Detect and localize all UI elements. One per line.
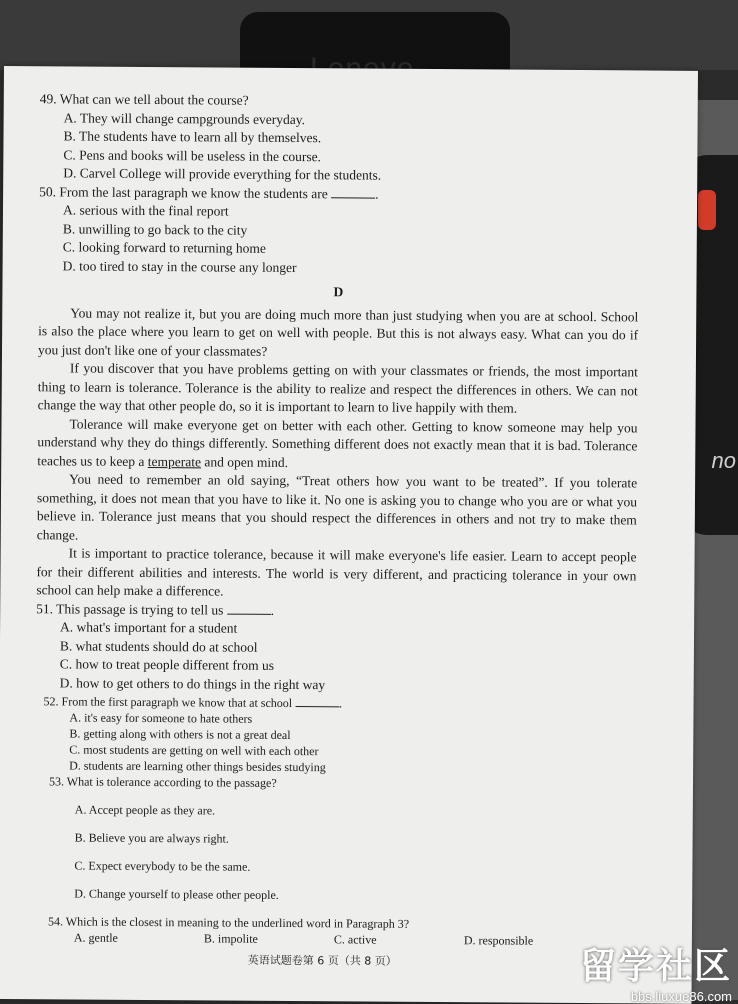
exam-paper bbox=[0, 66, 698, 1004]
background-side-text: no bbox=[711, 448, 736, 473]
option-a: A. gentle bbox=[73, 930, 118, 945]
option-c: C. Pens and books will be useless in the course. bbox=[63, 146, 322, 164]
underlined-word: temperate bbox=[147, 453, 202, 469]
answer-blank bbox=[227, 601, 271, 614]
mouse-scroll-wheel bbox=[698, 190, 716, 230]
option-a: A. it's easy for someone to hate others bbox=[69, 710, 253, 726]
paper-content bbox=[34, 90, 640, 949]
question-50 bbox=[39, 183, 640, 280]
question-54 bbox=[34, 913, 634, 949]
option-c: C. most students are getting on well with each other bbox=[69, 742, 319, 759]
stem-text: 51. This passage is trying to tell us bbox=[36, 600, 224, 618]
watermark-logo-text: 留学社区 bbox=[579, 946, 732, 987]
paragraph-3-end: and open mind. bbox=[204, 453, 289, 470]
paragraph-2: If you discover that you have problems getting on with your classmates or friends, the most important thing to learn is tolerance. Tolerance is the ability to realize and respect the differences in others. We can not change the way that other people do, so it is important to learn to live happily with them. bbox=[37, 360, 638, 416]
stem-end: . bbox=[270, 602, 275, 618]
option-b: B. Believe you are always right. bbox=[74, 830, 229, 846]
option-d: D. how to get others to do things in the right way bbox=[59, 674, 326, 692]
option-d: D. Carvel College will provide everything for the students. bbox=[63, 165, 382, 183]
paragraph-3 bbox=[37, 415, 637, 475]
paragraph-4: You need to remember an old saying, “Treat others how you want to be treated”. If you tolerate something, it does not mean that you have to like it. No one is asking you to change who you are or what you believe in. Tolerance just means that you should respect the differences in others and not try to make them change. bbox=[36, 471, 638, 543]
question-stem: 53. What is tolerance according to the passage? bbox=[48, 774, 277, 790]
stem-text: 52. From the first paragraph we know that at school bbox=[43, 694, 293, 711]
question-49 bbox=[39, 90, 640, 187]
option-c: C. active bbox=[333, 932, 377, 947]
option-b: B. The students have to learn all by themselves. bbox=[63, 128, 322, 146]
option-d: D. too tired to stay in the course any longer bbox=[62, 257, 297, 275]
option-c: C. how to treat people different from us bbox=[59, 656, 275, 673]
question-53 bbox=[34, 773, 635, 905]
paragraph-5: It is important to practice tolerance, because it will make everyone's life easier. Learn to accept people for their different abilities and interests. The world is very different, and practicing tolerance in your own school can help make a difference. bbox=[36, 545, 637, 599]
question-stem: 54. Which is the closest in meaning to the underlined word in Paragraph 3? bbox=[47, 914, 410, 931]
option-b: B. unwilling to go back to the city bbox=[62, 220, 248, 238]
option-a: A. Accept people as they are. bbox=[74, 802, 216, 818]
option-a: A. serious with the final report bbox=[62, 202, 229, 219]
option-d: D. Change yourself to please other people. bbox=[74, 886, 279, 902]
answer-blank bbox=[295, 694, 339, 707]
paragraph-1: You may not realize it, but you are doing much more than just studying when you are at school. School is also the place where you learn to get on well with people. But this is not always easy. What can you do if you just don't like one of your classmates? bbox=[37, 304, 639, 359]
option-c: C. Expect everybody to be the same. bbox=[74, 858, 251, 874]
answer-blank bbox=[331, 185, 375, 198]
stem-end: . bbox=[339, 696, 343, 711]
stem-text: 50. From the last paragraph we know the students are bbox=[39, 183, 328, 201]
paragraph-3-text: Tolerance will make everyone get on better with each other. Getting to know someone may help you understand why they do things differently. Something different does not exactly mean that it is bad. Tolerance teaches us to keep a bbox=[37, 415, 638, 469]
option-b: B. getting along with others is not a great deal bbox=[69, 726, 291, 743]
option-a: A. what's important for a student bbox=[60, 619, 238, 636]
page-footer: 英语试题卷第 6 页（共 8 页） bbox=[247, 953, 397, 968]
watermark bbox=[580, 938, 732, 1004]
option-b: B. impolite bbox=[203, 931, 258, 946]
question-stem: 49. What can we tell about the course? bbox=[39, 91, 249, 108]
stem-end: . bbox=[375, 186, 379, 202]
options-row bbox=[74, 930, 634, 950]
option-b: B. what students should do at school bbox=[59, 637, 258, 655]
option-a: A. They will change campgrounds everyday. bbox=[63, 109, 306, 127]
reading-passage bbox=[36, 304, 638, 604]
option-c: C. looking forward to returning home bbox=[62, 239, 267, 256]
watermark-url: bbs.liuxue86.com bbox=[630, 989, 732, 1004]
question-52 bbox=[35, 692, 636, 777]
question-51 bbox=[36, 600, 637, 697]
option-d: D. students are learning other things besides studying bbox=[69, 758, 326, 775]
section-title: D bbox=[333, 284, 344, 300]
option-d: D. responsible bbox=[463, 933, 534, 948]
